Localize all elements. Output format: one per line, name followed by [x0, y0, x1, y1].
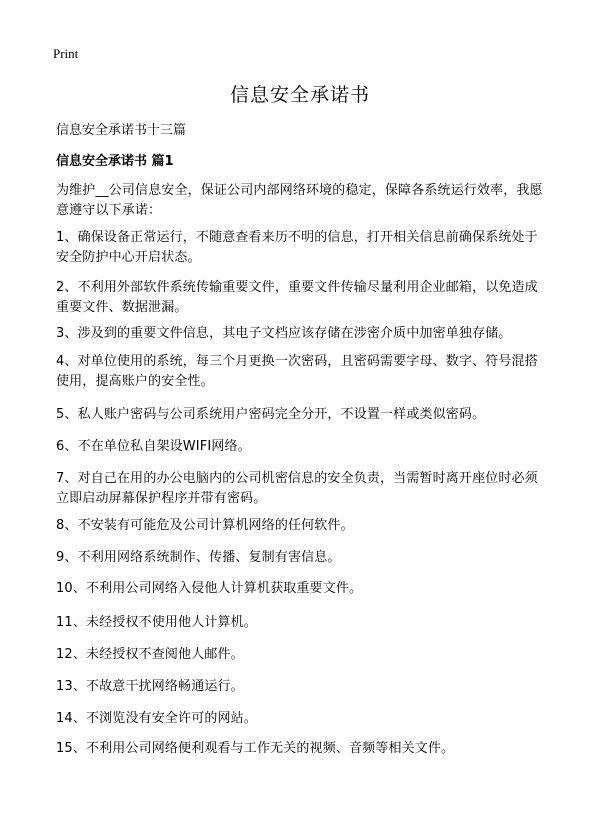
pledge-item-7: 7、对自己在用的办公电脑内的公司机密信息的安全负责，当需暂时离开座位时必须立即启动屏幕保护程序并带有密码。 — [56, 471, 538, 506]
intro-paragraph: 为维护__公司信息安全，保证公司内部网络环境的稳定，保障各系统运行效率，我愿意遵守以下承诺： — [56, 183, 543, 218]
print-link[interactable]: Print — [53, 46, 79, 61]
pledge-item-13: 13、不故意干扰网络畅通运行。 — [56, 679, 244, 694]
pledge-item-3: 3、涉及到的重要文件信息，其电子文档应该存储在涉密介质中加密单独存储。 — [56, 326, 512, 341]
pledge-item-12: 12、未经授权不查阅他人邮件。 — [56, 647, 244, 662]
pledge-item-2: 2、不利用外部软件系统传输重要文件，重要文件传输尽量利用企业邮箱，以免造成重要文件、数据泄漏。 — [56, 280, 538, 315]
pledge-item-6: 6、不在单位私自架设WIFI网络。 — [56, 439, 251, 454]
page-title: 信息安全承诺书 — [229, 84, 370, 106]
pledge-item-10: 10、不利用公司网络入侵他人计算机获取重要文件。 — [56, 581, 363, 596]
pledge-item-14: 14、不浏览没有安全许可的网站。 — [56, 711, 257, 726]
pledge-item-1: 1、确保设备正常运行，不随意查看来历不明的信息，打开相关信息前确保系统处于安全防护中心开启状态。 — [56, 230, 538, 265]
pledge-item-11: 11、未经授权不使用他人计算机。 — [56, 615, 257, 630]
pledge-item-15: 15、不利用公司网络便利观看与工作无关的视频、音频等相关文件。 — [56, 741, 455, 756]
document-subtitle: 信息安全承诺书十三篇 — [56, 123, 187, 138]
pledge-item-8: 8、不安装有可能危及公司计算机网络的任何软件。 — [56, 518, 354, 533]
section-heading: 信息安全承诺书 篇1 — [56, 154, 174, 169]
pledge-item-4: 4、对单位使用的系统，每三个月更换一次密码，且密码需要字母、数字、符号混搭使用，提高账户的安全性。 — [56, 354, 538, 389]
pledge-item-5: 5、私人账户密码与公司系统用户密码完全分开，不设置一样或类似密码。 — [56, 407, 486, 422]
pledge-item-9: 9、不利用网络系统制作、传播、复制有害信息。 — [56, 550, 341, 565]
